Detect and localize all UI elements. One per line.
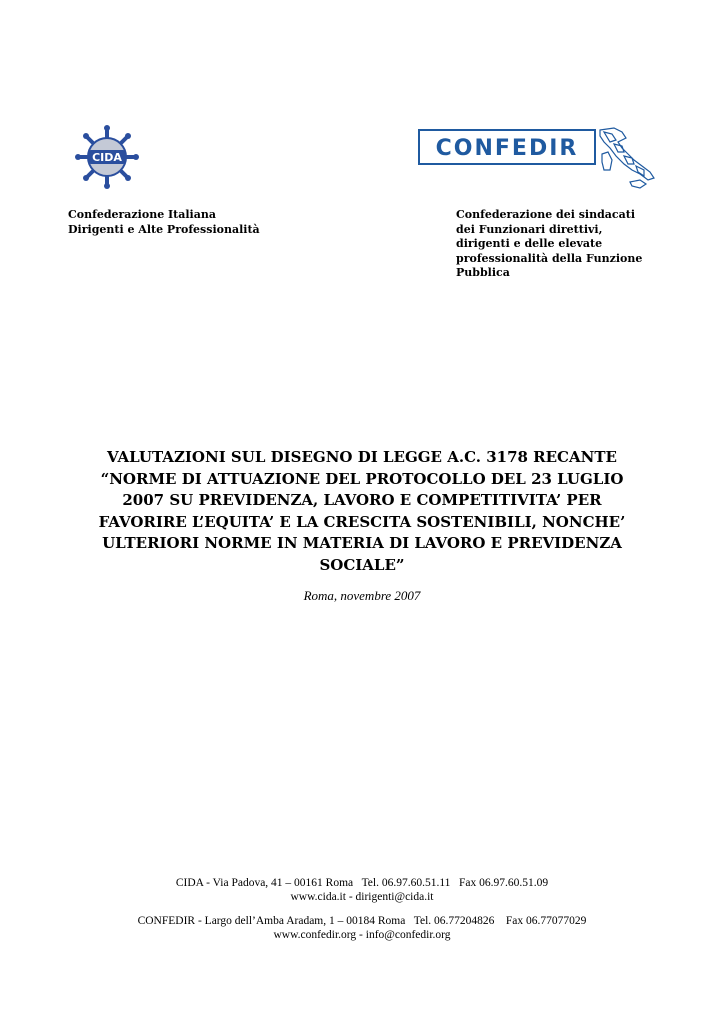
footer-web-email: www.confedir.org - info@confedir.org [273, 929, 451, 941]
cida-contact-footer [0, 876, 724, 904]
document-title [60, 447, 664, 577]
footer-web-email: www.cida.it - dirigenti@cida.it [290, 891, 434, 903]
org-line: dirigenti e delle elevate [456, 237, 603, 250]
cida-logo [74, 124, 140, 190]
org-line: dei Funzionari direttivi, [456, 222, 603, 236]
org-line: professionalità della Funzione [456, 251, 643, 265]
org-line: Confederazione dei sindacati [456, 208, 635, 221]
title-line: ULTERIORI NORME IN MATERIA DI LAVORO E PREVIDENZA [102, 534, 622, 553]
title-line: VALUTAZIONI SUL DISEGNO DI LEGGE A.C. 3178 RECANTE [107, 448, 617, 466]
cida-org-name [68, 208, 328, 237]
org-line: Confederazione Italiana [68, 208, 216, 221]
title-line: 2007 SU PREVIDENZA, LAVORO E COMPETITIVITA’ PER [122, 491, 602, 510]
footer-address: CIDA - Via Padova, 41 – 00161 Roma Tel. 06.97.60.51.11 Fax 06.97.60.51.09 [175, 877, 549, 889]
cida-logo-text: CIDA [92, 151, 122, 164]
title-line: SOCIALE” [319, 555, 405, 574]
italy-map-icon [600, 128, 654, 188]
title-line: FAVORIRE L’EQUITA’ E LA CRESCITA SOSTENIBILI, NONCHE’ [98, 512, 626, 531]
confedir-logo-text: CONFEDIR [435, 136, 579, 161]
footer-address: CONFEDIR - Largo dell’Amba Aradam, 1 – 00184 Roma Tel. 06.77204826 Fax 06.77077029 [137, 915, 587, 927]
org-line: Pubblica [456, 266, 510, 279]
org-line: Dirigenti e Alte Professionalità [68, 222, 260, 236]
confedir-logo [418, 124, 658, 192]
title-line: “NORME DI ATTUAZIONE DEL PROTOCOLLO DEL 23 LUGLIO [100, 469, 624, 488]
confedir-org-name [456, 208, 666, 281]
document-date: Roma, novembre 2007 [303, 588, 421, 603]
confedir-contact-footer [0, 914, 724, 942]
